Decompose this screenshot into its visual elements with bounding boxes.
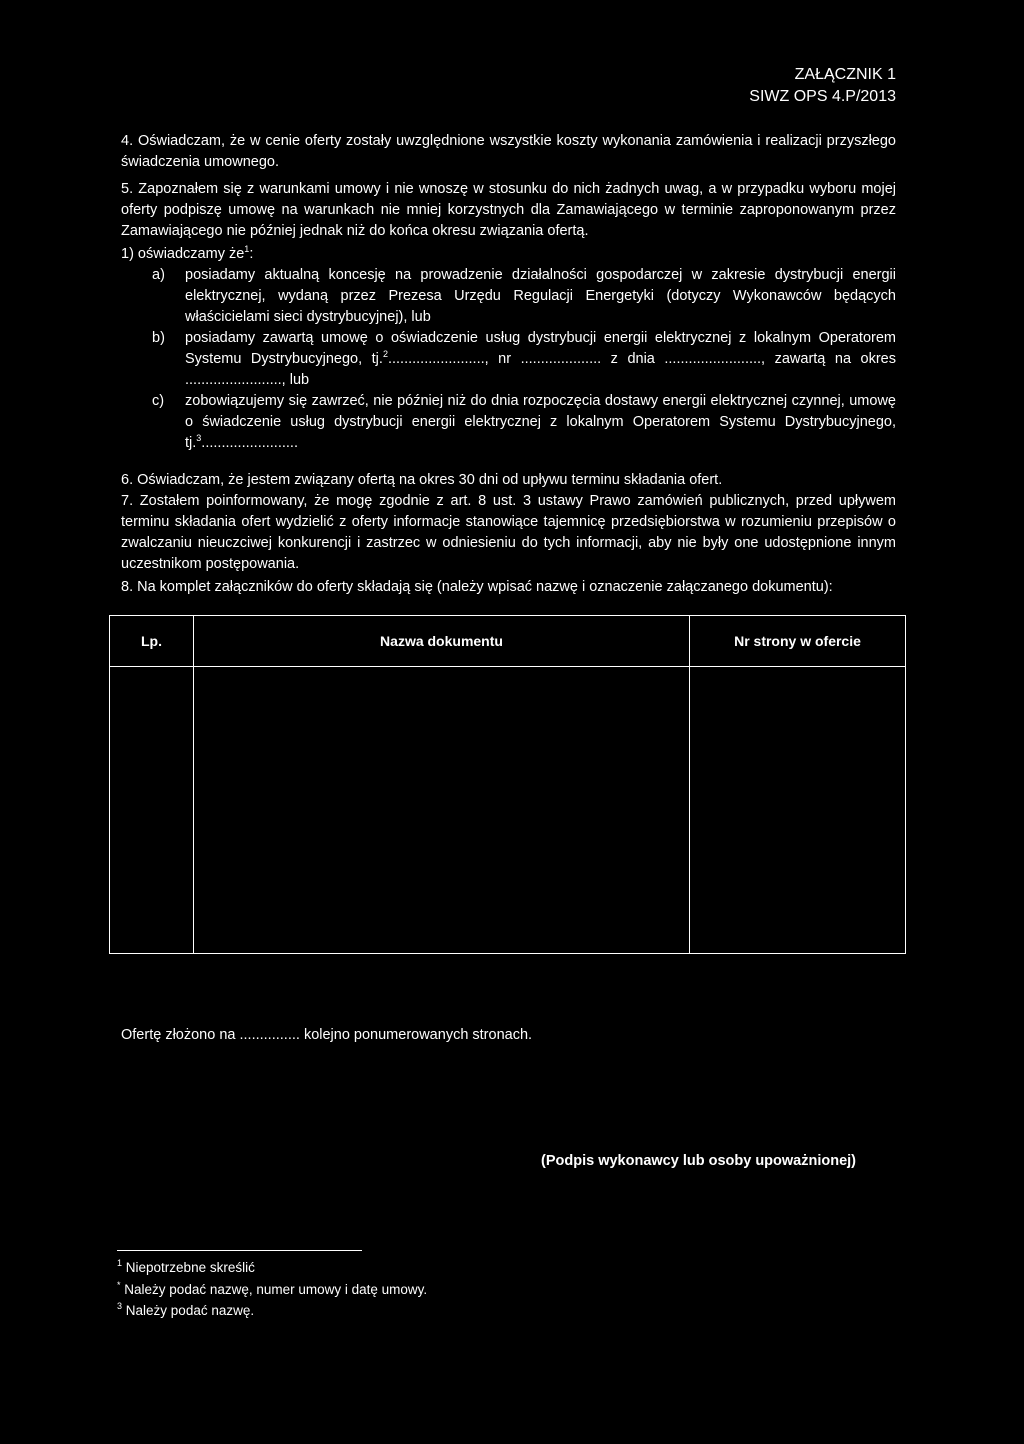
statement-7: 7. Zostałem poinformowany, że mogę zgodnie z art. 8 ust. 3 ustawy Prawo zamówień publicznych, przed upływem terminu składania ofert wydzielić z oferty informacje stanowiące tajemnicę przedsiębiorstwa w rozumieniu przepisów o zwalczaniu nieuczciwej konkurencji i zastrzec w odniesieniu do tych informacji, aby nie były one udostępnione innym uczestnikom postępowania. (121, 493, 896, 572)
column-header-document-name: Nazwa dokumentu (194, 616, 690, 667)
statement-5-1-colon: : (249, 246, 254, 262)
option-a (152, 265, 896, 328)
attachment-label: ZAŁĄCZNIK 1 (794, 66, 896, 83)
footnote-1-text: Niepotrzebne skreślić (125, 1260, 255, 1275)
option-c-fill-field: ........................ (201, 435, 298, 451)
option-c-label: c) (152, 393, 165, 409)
statement-5-1-text: 1) oświadczamy że (121, 246, 245, 262)
statement-5: 5. Zapoznałem się z warunkami umowy i nie wnoszę w stosunku do nich żadnych uwag, a w przypadku wyboru mojej oferty podpiszę umowę na warunkach nie mniej korzystnych dla Zamawiającego w terminie zaproponowanym przez Zamawiającego nie później jednak niż do końca okresu związania ofertą. (121, 181, 896, 239)
option-b-fill-fields: ........................, nr .................... z dnia ........................, zawartą na okres ........................, lub (185, 351, 896, 388)
footnote-ref-2: 2 (382, 349, 388, 359)
footnote-1-mark: 1 (117, 1258, 123, 1268)
footnote-2-text: Należy podać nazwę, numer umowy i datę umowy. (124, 1282, 428, 1297)
footnote-ref-1: 1 (244, 244, 250, 254)
option-c-text: zobowiązujemy się zawrzeć, nie później niż do dnia rozpoczęcia dostawy energii elektrycznej czynnej, umowę o świadczenie usług dystrybucji energii elektrycznej z lokalnym Operatorem Systemu Dystrybucyjnego, tj. (185, 393, 896, 451)
reference-number: SIWZ OPS 4.P/2013 (749, 88, 896, 105)
option-b (152, 328, 896, 391)
footnote-ref-3: 3 (196, 433, 202, 443)
statement-5-1 (121, 244, 253, 265)
attachments-table (109, 615, 906, 954)
page-number-cell[interactable] (690, 667, 906, 954)
signature-caption: (Podpis wykonawcy lub osoby upoważnionej) (541, 1153, 856, 1169)
column-header-page-number: Nr strony w ofercie (690, 616, 906, 667)
statement-4: 4. Oświadczam, że w cenie oferty zostały uwzględnione wszystkie koszty wykonania zamówienia i realizacji przyszłego świadczenia umownego. (121, 133, 896, 170)
footnote-3 (117, 1302, 254, 1320)
footnote-3-mark: 3 (117, 1301, 123, 1311)
footnote-divider (117, 1250, 362, 1251)
option-a-text: posiadamy aktualną koncesję na prowadzenie działalności gospodarczej w zakresie dystrybucji energii elektrycznej, wydaną przez Prezesa Urzędu Regulacji Energetyki (dotyczy Wykonawców będących właścicielami sieci dystrybucyjnej), lub (185, 267, 896, 325)
page-count-statement: Ofertę złożono na ............... kolejno ponumerowanych stronach. (121, 1027, 533, 1043)
statement-6: 6. Oświadczam, że jestem związany ofertą na okres 30 dni od upływu terminu składania ofert. (121, 472, 723, 488)
option-c (152, 391, 896, 454)
option-a-label: a) (152, 267, 165, 283)
document-header (749, 64, 896, 108)
attachments-table-body (110, 667, 906, 954)
footnote-3-text: Należy podać nazwę. (125, 1303, 255, 1318)
attachments-table-header (110, 616, 906, 667)
option-b-body (185, 328, 896, 391)
number-cell[interactable] (110, 667, 194, 954)
option-b-text: posiadamy zawartą umowę o oświadczenie usług dystrybucji energii elektrycznej z lokalnym Operatorem Systemu Dystrybucyjnego, tj. (185, 330, 896, 367)
footnote-1 (117, 1259, 255, 1277)
option-b-label: b) (152, 330, 165, 346)
footnote-2 (117, 1281, 427, 1299)
option-c-body (185, 391, 896, 454)
document-name-cell[interactable] (194, 667, 690, 954)
footnote-2-mark: * (117, 1280, 121, 1290)
statement-8: 8. Na komplet załączników do oferty składają się (należy wpisać nazwę i oznaczenie załączanego dokumentu): (121, 579, 833, 595)
column-header-number: Lp. (110, 616, 194, 667)
